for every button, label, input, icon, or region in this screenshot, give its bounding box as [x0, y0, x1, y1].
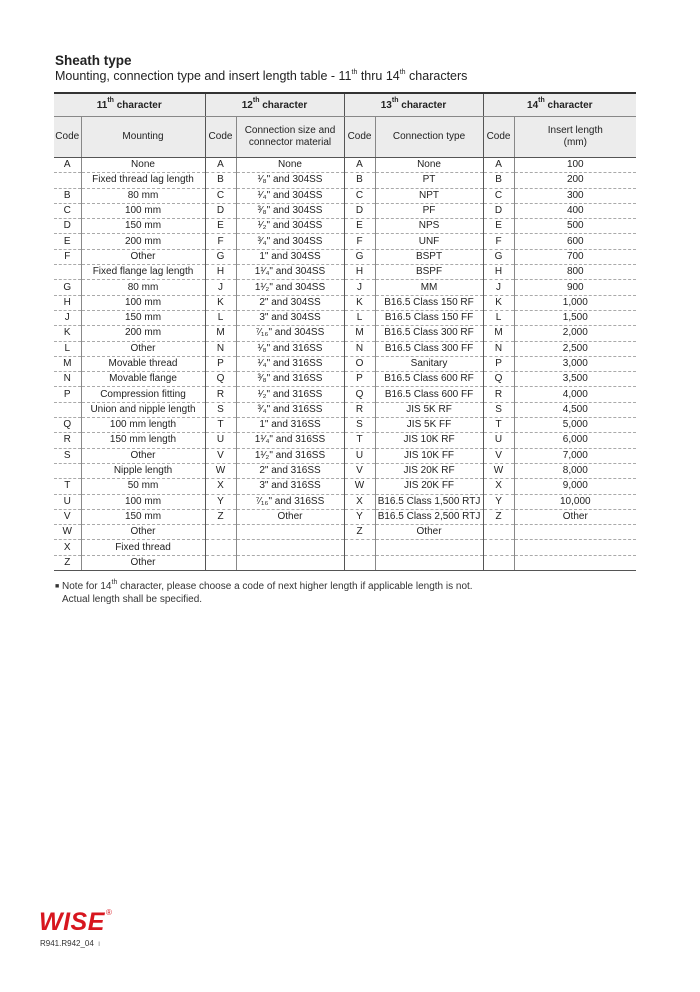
cell-insert-length: 4,000 — [514, 387, 636, 402]
cell-code-11: L — [54, 341, 81, 356]
cell-code-12: D — [205, 203, 236, 218]
table-row — [54, 295, 636, 310]
cell-code-12: A — [205, 158, 236, 173]
cell-code-12: Z — [205, 509, 236, 524]
spec-table — [54, 92, 636, 571]
cell-connector: ¹⁄₈" and 304SS — [236, 173, 344, 188]
cell-connector: 2" and 316SS — [236, 463, 344, 478]
cell-mounting: Fixed thread — [81, 540, 205, 555]
footnote: ■ Note for 14th character, please choose a code of next higher length if applicable length is not. Actual length shall be specified. — [55, 578, 473, 605]
cell-insert-length: 700 — [514, 249, 636, 264]
cell-code-13 — [344, 540, 375, 555]
cell-connection-type: PF — [375, 203, 483, 218]
cell-code-11: H — [54, 295, 81, 310]
document-code: R941.R942_04 I — [40, 939, 100, 948]
table-row — [54, 280, 636, 295]
cell-insert-length: 4,500 — [514, 402, 636, 417]
table-row — [54, 540, 636, 555]
cell-connection-type: BSPF — [375, 265, 483, 280]
table-body — [54, 158, 636, 571]
wise-logo — [38, 905, 118, 935]
cell-code-14: T — [483, 418, 514, 433]
cell-insert-length: 6,000 — [514, 433, 636, 448]
cell-code-12: P — [205, 356, 236, 371]
page-subtitle: Mounting, connection type and insert length table - 11th thru 14th characters — [55, 68, 468, 83]
cell-code-14: W — [483, 463, 514, 478]
cell-mounting: 100 mm — [81, 494, 205, 509]
cell-code-11: D — [54, 219, 81, 234]
cell-code-12: L — [205, 310, 236, 325]
cell-code-11: E — [54, 234, 81, 249]
cell-code-11: A — [54, 158, 81, 173]
cell-code-13: X — [344, 494, 375, 509]
cell-connection-type: NPT — [375, 188, 483, 203]
cell-connector: ¹⁄₂" and 304SS — [236, 219, 344, 234]
svg-text:WISE: WISE — [39, 908, 105, 935]
table-row — [54, 203, 636, 218]
cell-connection-type — [375, 555, 483, 570]
cell-code-13: Q — [344, 387, 375, 402]
cell-code-14 — [483, 555, 514, 570]
cell-code-11: X — [54, 540, 81, 555]
group-header-14: 14th character — [483, 93, 636, 117]
cell-code-13: U — [344, 448, 375, 463]
cell-code-13: Y — [344, 509, 375, 524]
cell-mounting: 50 mm — [81, 479, 205, 494]
group-header-row — [54, 93, 636, 117]
table-row — [54, 188, 636, 203]
cell-connector: 1¹⁄₄" and 304SS — [236, 265, 344, 280]
cell-code-14: A — [483, 158, 514, 173]
table-row — [54, 249, 636, 264]
cell-code-13: K — [344, 295, 375, 310]
cell-mounting: Other — [81, 249, 205, 264]
bullet-icon: ■ — [55, 583, 60, 590]
cell-connector: Other — [236, 509, 344, 524]
cell-code-11: W — [54, 525, 81, 540]
column-header-code: Code — [54, 117, 81, 158]
table-row — [54, 326, 636, 341]
cell-code-11: U — [54, 494, 81, 509]
cell-insert-length: 1,500 — [514, 310, 636, 325]
cell-mounting: Other — [81, 525, 205, 540]
cell-code-12: H — [205, 265, 236, 280]
table-row — [54, 494, 636, 509]
cell-connection-type: JIS 5K FF — [375, 418, 483, 433]
cell-mounting: Movable flange — [81, 372, 205, 387]
cell-insert-length: 10,000 — [514, 494, 636, 509]
cell-code-13: F — [344, 234, 375, 249]
cell-insert-length: 1,000 — [514, 295, 636, 310]
cell-mounting: None — [81, 158, 205, 173]
cell-connection-type: B16.5 Class 150 FF — [375, 310, 483, 325]
column-header-code: Code — [205, 117, 236, 158]
cell-connection-type: B16.5 Class 1,500 RTJ — [375, 494, 483, 509]
cell-code-12: C — [205, 188, 236, 203]
cell-connection-type: JIS 20K RF — [375, 463, 483, 478]
cell-code-14: J — [483, 280, 514, 295]
cell-code-13: G — [344, 249, 375, 264]
cell-connection-type: B16.5 Class 600 FF — [375, 387, 483, 402]
cell-code-13: Z — [344, 525, 375, 540]
cell-code-12: E — [205, 219, 236, 234]
cell-code-13: H — [344, 265, 375, 280]
cell-mounting: Other — [81, 448, 205, 463]
cell-code-13: T — [344, 433, 375, 448]
cell-code-13: D — [344, 203, 375, 218]
cell-insert-length: 7,000 — [514, 448, 636, 463]
table-row — [54, 463, 636, 478]
cell-mounting: 100 mm — [81, 203, 205, 218]
cell-code-11: V — [54, 509, 81, 524]
table-row — [54, 219, 636, 234]
cell-insert-length: 300 — [514, 188, 636, 203]
cell-code-13: N — [344, 341, 375, 356]
table-row — [54, 555, 636, 570]
cell-code-13: M — [344, 326, 375, 341]
cell-code-14: X — [483, 479, 514, 494]
cell-code-13: S — [344, 418, 375, 433]
cell-mounting: 150 mm — [81, 219, 205, 234]
cell-connector: ¹⁄₈" and 316SS — [236, 341, 344, 356]
cell-connection-type — [375, 540, 483, 555]
cell-code-12: Y — [205, 494, 236, 509]
group-header-11: 11th character — [54, 93, 205, 117]
cell-connection-type: B16.5 Class 300 RF — [375, 326, 483, 341]
cell-insert-length: 400 — [514, 203, 636, 218]
cell-connector: 1¹⁄₂" and 316SS — [236, 448, 344, 463]
cell-connector: 1¹⁄₄" and 316SS — [236, 433, 344, 448]
cell-mounting: 80 mm — [81, 188, 205, 203]
cell-code-13: L — [344, 310, 375, 325]
cell-code-11: Q — [54, 418, 81, 433]
cell-code-14: D — [483, 203, 514, 218]
cell-connector: ³⁄₄" and 316SS — [236, 402, 344, 417]
cell-code-14: F — [483, 234, 514, 249]
cell-code-13: J — [344, 280, 375, 295]
cell-insert-length: 3,500 — [514, 372, 636, 387]
cell-mounting: 150 mm length — [81, 433, 205, 448]
cell-code-11 — [54, 173, 81, 188]
cell-connection-type: PT — [375, 173, 483, 188]
page-title: Sheath type — [55, 53, 132, 68]
table-row — [54, 525, 636, 540]
cell-code-12: N — [205, 341, 236, 356]
cell-code-14 — [483, 540, 514, 555]
column-header-row — [54, 117, 636, 158]
cell-code-14: R — [483, 387, 514, 402]
cell-code-11: C — [54, 203, 81, 218]
cell-code-12: R — [205, 387, 236, 402]
table-row — [54, 418, 636, 433]
cell-insert-length: 500 — [514, 219, 636, 234]
cell-connector: ⁷⁄₁₆" and 304SS — [236, 326, 344, 341]
cell-insert-length: 8,000 — [514, 463, 636, 478]
cell-code-13: V — [344, 463, 375, 478]
cell-connection-type: Sanitary — [375, 356, 483, 371]
cell-code-11 — [54, 463, 81, 478]
cell-code-14 — [483, 525, 514, 540]
cell-code-14: H — [483, 265, 514, 280]
cell-code-12: G — [205, 249, 236, 264]
cell-code-12: W — [205, 463, 236, 478]
cell-code-11: G — [54, 280, 81, 295]
cell-code-12: V — [205, 448, 236, 463]
cell-insert-length: 5,000 — [514, 418, 636, 433]
cell-code-14: K — [483, 295, 514, 310]
cell-mounting: 200 mm — [81, 326, 205, 341]
table-row — [54, 448, 636, 463]
cell-connection-type: BSPT — [375, 249, 483, 264]
cell-connector: 1" and 316SS — [236, 418, 344, 433]
cell-code-14: U — [483, 433, 514, 448]
cell-mounting: Union and nipple length — [81, 402, 205, 417]
cell-code-13: C — [344, 188, 375, 203]
cell-code-14: V — [483, 448, 514, 463]
cell-mounting: Nipple length — [81, 463, 205, 478]
cell-code-12: F — [205, 234, 236, 249]
cell-connector — [236, 540, 344, 555]
cell-code-14: S — [483, 402, 514, 417]
cell-connection-type: B16.5 Class 2,500 RTJ — [375, 509, 483, 524]
cell-connector: 1" and 304SS — [236, 249, 344, 264]
cell-code-14: N — [483, 341, 514, 356]
cell-connection-type: UNF — [375, 234, 483, 249]
cell-code-11: Z — [54, 555, 81, 570]
cell-mounting: 200 mm — [81, 234, 205, 249]
cell-insert-length: 200 — [514, 173, 636, 188]
column-header-connector: Connection size and connector material — [236, 117, 344, 158]
table-row — [54, 479, 636, 494]
cell-code-11: B — [54, 188, 81, 203]
cell-code-11: J — [54, 310, 81, 325]
cell-mounting: Other — [81, 341, 205, 356]
cell-connector: ¹⁄₄" and 316SS — [236, 356, 344, 371]
cell-mounting: 150 mm — [81, 310, 205, 325]
column-header-code: Code — [344, 117, 375, 158]
cell-connector: ¹⁄₄" and 304SS — [236, 188, 344, 203]
cell-insert-length — [514, 525, 636, 540]
cell-connector — [236, 555, 344, 570]
cell-code-14: E — [483, 219, 514, 234]
cell-code-14: Z — [483, 509, 514, 524]
table-row — [54, 310, 636, 325]
cell-mounting: Fixed flange lag length — [81, 265, 205, 280]
cell-insert-length: 600 — [514, 234, 636, 249]
cell-connector: ³⁄₈" and 304SS — [236, 203, 344, 218]
cell-connection-type: Other — [375, 525, 483, 540]
cell-code-14: P — [483, 356, 514, 371]
table-row — [54, 173, 636, 188]
cell-insert-length: 900 — [514, 280, 636, 295]
cell-code-14: L — [483, 310, 514, 325]
cell-connection-type: B16.5 Class 150 RF — [375, 295, 483, 310]
cell-connector — [236, 525, 344, 540]
cell-connection-type: NPS — [375, 219, 483, 234]
cell-code-13: B — [344, 173, 375, 188]
cell-mounting: 100 mm length — [81, 418, 205, 433]
cell-insert-length — [514, 540, 636, 555]
table-row — [54, 387, 636, 402]
cell-mounting: 80 mm — [81, 280, 205, 295]
cell-code-14: C — [483, 188, 514, 203]
cell-mounting: 100 mm — [81, 295, 205, 310]
cell-connection-type: JIS 20K FF — [375, 479, 483, 494]
table-row — [54, 509, 636, 524]
cell-code-12: M — [205, 326, 236, 341]
cell-insert-length: 100 — [514, 158, 636, 173]
cell-code-11 — [54, 265, 81, 280]
cell-code-14: G — [483, 249, 514, 264]
cell-code-13: P — [344, 372, 375, 387]
cell-connector: ¹⁄₂" and 316SS — [236, 387, 344, 402]
cell-connection-type: B16.5 Class 600 RF — [375, 372, 483, 387]
cell-code-12: Q — [205, 372, 236, 387]
cell-insert-length: 2,000 — [514, 326, 636, 341]
cell-connection-type: None — [375, 158, 483, 173]
cell-code-14: M — [483, 326, 514, 341]
table-row — [54, 158, 636, 173]
cell-insert-length: Other — [514, 509, 636, 524]
cell-mounting: Other — [81, 555, 205, 570]
cell-connector: ⁷⁄₁₆" and 316SS — [236, 494, 344, 509]
cell-code-11: K — [54, 326, 81, 341]
table-row — [54, 402, 636, 417]
cell-insert-length: 9,000 — [514, 479, 636, 494]
table-row — [54, 234, 636, 249]
cell-code-12: J — [205, 280, 236, 295]
cell-code-11: N — [54, 372, 81, 387]
cell-connector: ³⁄₄" and 304SS — [236, 234, 344, 249]
cell-code-11: M — [54, 356, 81, 371]
cell-code-12: U — [205, 433, 236, 448]
column-header-insert-length: Insert length (mm) — [514, 117, 636, 158]
cell-code-12: B — [205, 173, 236, 188]
cell-connection-type: JIS 10K FF — [375, 448, 483, 463]
column-header-mounting: Mounting — [81, 117, 205, 158]
cell-connector: 2" and 304SS — [236, 295, 344, 310]
cell-code-12 — [205, 540, 236, 555]
cell-connector: None — [236, 158, 344, 173]
table-row — [54, 372, 636, 387]
cell-mounting: Movable thread — [81, 356, 205, 371]
cell-code-13: O — [344, 356, 375, 371]
cell-connection-type: JIS 5K RF — [375, 402, 483, 417]
cell-code-14: Y — [483, 494, 514, 509]
cell-connection-type: JIS 10K RF — [375, 433, 483, 448]
group-header-12: 12th character — [205, 93, 344, 117]
cell-connector: 3" and 316SS — [236, 479, 344, 494]
cell-code-12: T — [205, 418, 236, 433]
table-row — [54, 433, 636, 448]
cell-insert-length: 3,000 — [514, 356, 636, 371]
cell-code-14: B — [483, 173, 514, 188]
cell-insert-length — [514, 555, 636, 570]
cell-connection-type: B16.5 Class 300 FF — [375, 341, 483, 356]
cell-code-11: F — [54, 249, 81, 264]
table-row — [54, 341, 636, 356]
cell-code-13: W — [344, 479, 375, 494]
cell-connection-type: MM — [375, 280, 483, 295]
cell-code-13: R — [344, 402, 375, 417]
cell-code-11: R — [54, 433, 81, 448]
cell-connector: 3" and 304SS — [236, 310, 344, 325]
cell-code-13: E — [344, 219, 375, 234]
cell-code-14: Q — [483, 372, 514, 387]
cell-mounting: Compression fitting — [81, 387, 205, 402]
cell-code-11: P — [54, 387, 81, 402]
cell-code-12 — [205, 555, 236, 570]
cell-connector: ³⁄₈" and 316SS — [236, 372, 344, 387]
table-row — [54, 356, 636, 371]
cell-code-11: S — [54, 448, 81, 463]
table-row — [54, 265, 636, 280]
cell-code-12: X — [205, 479, 236, 494]
cell-insert-length: 2,500 — [514, 341, 636, 356]
cell-code-12 — [205, 525, 236, 540]
cell-code-13 — [344, 555, 375, 570]
cell-connector: 1¹⁄₂" and 304SS — [236, 280, 344, 295]
cell-code-11 — [54, 402, 81, 417]
cell-code-13: A — [344, 158, 375, 173]
column-header-code: Code — [483, 117, 514, 158]
cell-insert-length: 800 — [514, 265, 636, 280]
cell-code-12: S — [205, 402, 236, 417]
cell-code-11: T — [54, 479, 81, 494]
cell-mounting: 150 mm — [81, 509, 205, 524]
svg-text:®: ® — [106, 908, 112, 917]
cell-mounting: Fixed thread lag length — [81, 173, 205, 188]
group-header-13: 13th character — [344, 93, 483, 117]
column-header-connection-type: Connection type — [375, 117, 483, 158]
cell-code-12: K — [205, 295, 236, 310]
